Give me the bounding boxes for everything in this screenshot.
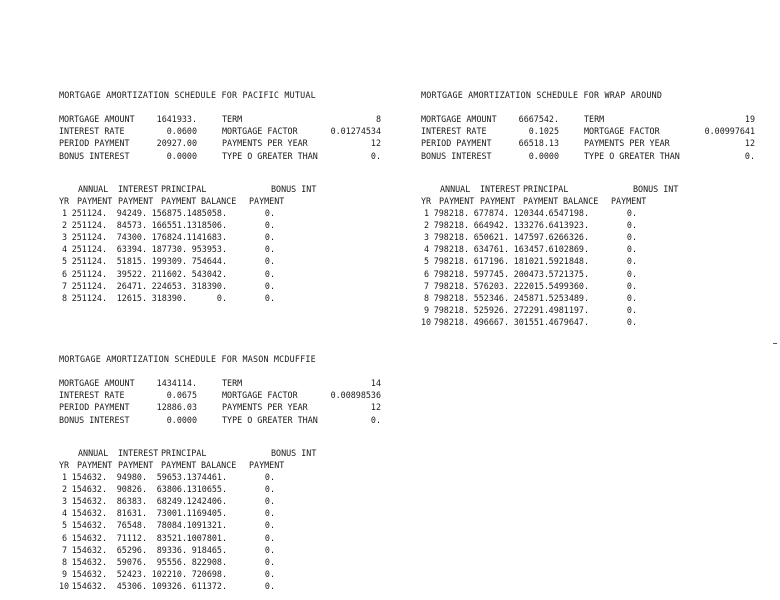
- table-cell: 154632.: [71, 544, 107, 555]
- table-cell: 3: [61, 232, 67, 243]
- table-cell: 0.: [264, 472, 275, 482]
- table-cell: 5: [61, 256, 67, 267]
- column-header: ANNUAL: [78, 184, 109, 194]
- table-cell: 0.: [264, 520, 275, 531]
- param-value: 20927.00: [156, 138, 197, 149]
- table-cell: 0.: [264, 232, 275, 243]
- param-value: 0.00898536: [330, 390, 381, 401]
- param-label: INTEREST RATE: [421, 126, 487, 137]
- table-cell: 109326.: [151, 580, 187, 591]
- table-cell: 26471.: [116, 280, 147, 291]
- param-label: PAYMENTS PER YEAR: [584, 138, 670, 149]
- table-cell: 720698.: [191, 568, 227, 579]
- table-cell: 0.: [264, 544, 275, 555]
- table-cell: 0.: [626, 232, 637, 243]
- table-cell: 318390.: [151, 292, 187, 303]
- param-value: 0.: [370, 414, 381, 425]
- table-cell: 133276.: [513, 220, 549, 231]
- table-cell: 10: [421, 316, 432, 327]
- table-cell: 0.: [264, 484, 275, 495]
- table-cell: 3: [423, 232, 429, 243]
- table-cell: 2: [423, 220, 429, 231]
- table-cell: 617196.: [473, 256, 509, 267]
- table-cell: 63394.: [116, 244, 147, 255]
- column-header: PAYMENT: [161, 460, 197, 470]
- table-cell: 1141683.: [186, 232, 227, 243]
- param-label: PERIOD PAYMENT: [59, 402, 130, 413]
- column-header: YR: [59, 196, 70, 206]
- table-cell: 200473.: [513, 268, 549, 279]
- table-cell: 798218.: [433, 304, 469, 315]
- param-label: MORTGAGE AMOUNT: [421, 114, 497, 124]
- table-cell: 94980.: [116, 472, 147, 482]
- table-cell: 272291.: [513, 304, 549, 315]
- table-cell: 39522.: [116, 268, 147, 279]
- column-header: PAYMENT: [77, 196, 113, 206]
- table-cell: 251124.: [71, 292, 107, 303]
- table-cell: 0.: [216, 292, 227, 303]
- param-label: INTEREST RATE: [59, 390, 125, 401]
- column-header: PAYMENT: [118, 196, 154, 206]
- margin-mark: [773, 343, 777, 344]
- table-cell: 1310655.: [186, 484, 227, 495]
- param-value: 12: [370, 138, 381, 149]
- table-cell: 63806.: [156, 484, 187, 495]
- table-cell: 664942.: [473, 220, 509, 231]
- param-value: 8: [375, 114, 381, 124]
- table-cell: 84573.: [116, 220, 147, 231]
- table-cell: 89336.: [156, 544, 187, 555]
- schedule-title: MORTGAGE AMORTIZATION SCHEDULE FOR WRAP AROUND: [421, 90, 663, 100]
- param-value: 12: [370, 402, 381, 413]
- table-cell: 6102869.: [548, 244, 589, 255]
- column-header: BONUS INT: [633, 184, 679, 194]
- column-header: PRINCIPAL: [161, 448, 207, 458]
- column-header: PRINCIPAL: [523, 184, 569, 194]
- table-cell: 78084.: [156, 520, 187, 531]
- table-cell: 6266326.: [548, 232, 589, 243]
- table-cell: 798218.: [433, 268, 469, 279]
- table-cell: 156875.: [151, 208, 187, 218]
- table-cell: 222015.: [513, 280, 549, 291]
- table-cell: 251124.: [71, 208, 107, 218]
- table-cell: 0.: [626, 304, 637, 315]
- table-cell: 154632.: [71, 520, 107, 531]
- table-cell: 7: [61, 544, 67, 555]
- param-value: 14: [370, 378, 381, 388]
- table-cell: 86383.: [116, 496, 147, 507]
- table-cell: 154632.: [71, 532, 107, 543]
- table-cell: 798218.: [433, 244, 469, 255]
- table-cell: 154632.: [71, 508, 107, 519]
- table-cell: 251124.: [71, 244, 107, 255]
- table-cell: 6547198.: [548, 208, 589, 218]
- table-cell: 6413923.: [548, 220, 589, 231]
- column-header: YR: [421, 196, 432, 206]
- table-cell: 181021.: [513, 256, 549, 267]
- table-cell: 6: [61, 268, 67, 279]
- param-label: BONUS INTEREST: [59, 414, 130, 425]
- table-cell: 1169405.: [186, 508, 227, 519]
- table-cell: 0.: [626, 208, 637, 218]
- table-cell: 6: [423, 268, 429, 279]
- param-label: MORTGAGE AMOUNT: [59, 114, 135, 124]
- table-cell: 154632.: [71, 556, 107, 567]
- table-cell: 0.: [264, 244, 275, 255]
- column-header: PAYMENT: [249, 460, 285, 470]
- param-value: 0.: [744, 150, 755, 161]
- table-cell: 1091321.: [186, 520, 227, 531]
- param-value: 0.0675: [166, 390, 197, 401]
- table-cell: 59076.: [116, 556, 147, 567]
- param-value: 0.00997641: [704, 126, 755, 137]
- table-cell: 754644.: [191, 256, 227, 267]
- column-header: BALANCE: [563, 196, 599, 206]
- table-cell: 5721375.: [548, 268, 589, 279]
- table-cell: 918465.: [191, 544, 227, 555]
- table-cell: 3: [61, 496, 67, 507]
- table-cell: 0.: [264, 256, 275, 267]
- table-cell: 154632.: [71, 496, 107, 507]
- column-header: PAYMENT: [611, 196, 647, 206]
- column-header: BONUS INT: [271, 184, 317, 194]
- table-cell: 74300.: [116, 232, 147, 243]
- table-cell: 798218.: [433, 292, 469, 303]
- table-cell: 0.: [264, 220, 275, 231]
- table-cell: 12615.: [116, 292, 147, 303]
- table-cell: 798218.: [433, 256, 469, 267]
- table-cell: 0.: [264, 580, 275, 591]
- param-label: MORTGAGE FACTOR: [222, 390, 298, 401]
- schedule-title: MORTGAGE AMORTIZATION SCHEDULE FOR PACIFIC MUTUAL: [59, 90, 316, 100]
- param-label: TERM: [222, 114, 243, 124]
- table-cell: 251124.: [71, 232, 107, 243]
- table-cell: 0.: [626, 256, 637, 267]
- table-cell: 301551.: [513, 316, 549, 327]
- table-cell: 822908.: [191, 556, 227, 567]
- column-header: PAYMENT: [439, 196, 475, 206]
- table-cell: 83521.: [156, 532, 187, 543]
- table-cell: 120344.: [513, 208, 549, 218]
- table-cell: 1374461.: [186, 472, 227, 482]
- param-value: 0.01274534: [330, 126, 381, 137]
- table-cell: 5: [423, 256, 429, 267]
- table-cell: 611372.: [191, 580, 227, 591]
- column-header: INTEREST: [118, 184, 159, 194]
- table-cell: 199309.: [151, 256, 187, 267]
- param-value: 12: [744, 138, 755, 149]
- table-cell: 8: [61, 292, 67, 303]
- table-cell: 798218.: [433, 208, 469, 218]
- table-cell: 154632.: [71, 568, 107, 579]
- param-label: BONUS INTEREST: [59, 150, 130, 161]
- table-cell: 597745.: [473, 268, 509, 279]
- param-value: 1434114.: [156, 378, 197, 388]
- column-header: PRINCIPAL: [161, 184, 207, 194]
- table-cell: 6: [61, 532, 67, 543]
- param-value: 19: [744, 114, 755, 124]
- column-header: BALANCE: [201, 460, 237, 470]
- column-header: PAYMENT: [523, 196, 559, 206]
- table-cell: 2: [61, 484, 67, 495]
- column-header: BONUS INT: [271, 448, 317, 458]
- param-label: TYPE O GREATER THAN: [222, 414, 318, 425]
- table-cell: 68249.: [156, 496, 187, 507]
- table-cell: 0.: [264, 280, 275, 291]
- param-label: PERIOD PAYMENT: [421, 138, 492, 149]
- table-cell: 4: [61, 508, 67, 519]
- schedule-title: MORTGAGE AMORTIZATION SCHEDULE FOR MASON MCDUFFIE: [59, 354, 316, 364]
- column-header: ANNUAL: [440, 184, 471, 194]
- param-value: 0.0000: [166, 150, 197, 161]
- column-header: PAYMENT: [480, 196, 516, 206]
- table-cell: 1: [423, 208, 429, 218]
- column-header: PAYMENT: [118, 460, 154, 470]
- table-cell: 163457.: [513, 244, 549, 255]
- column-header: ANNUAL: [78, 448, 109, 458]
- table-cell: 953953.: [191, 244, 227, 255]
- column-header: BALANCE: [201, 196, 237, 206]
- table-cell: 0.: [264, 532, 275, 543]
- table-cell: 4: [61, 244, 67, 255]
- table-cell: 154632.: [71, 484, 107, 495]
- table-cell: 0.: [626, 316, 637, 327]
- table-cell: 0.: [264, 268, 275, 279]
- table-cell: 798218.: [433, 280, 469, 291]
- table-cell: 0.: [264, 496, 275, 507]
- table-cell: 0.: [264, 292, 275, 303]
- param-value: 12886.03: [156, 402, 197, 413]
- table-cell: 7: [61, 280, 67, 291]
- table-cell: 576203.: [473, 280, 509, 291]
- param-value: 0.1025: [528, 126, 559, 137]
- table-cell: 102210.: [151, 568, 187, 579]
- table-cell: 0.: [626, 280, 637, 291]
- table-cell: 251124.: [71, 280, 107, 291]
- table-cell: 0.: [626, 292, 637, 303]
- param-label: BONUS INTEREST: [421, 150, 492, 161]
- table-cell: 1: [61, 472, 67, 482]
- table-cell: 147597.: [513, 232, 549, 243]
- table-cell: 5253489.: [548, 292, 589, 303]
- table-cell: 798218.: [433, 232, 469, 243]
- param-value: 0.0600: [166, 126, 197, 137]
- table-cell: 0.: [264, 208, 275, 218]
- column-header: PAYMENT: [77, 460, 113, 470]
- table-cell: 245871.: [513, 292, 549, 303]
- table-cell: 71112.: [116, 532, 147, 543]
- table-cell: 496667.: [473, 316, 509, 327]
- param-label: TYPE O GREATER THAN: [584, 150, 680, 161]
- table-cell: 154632.: [71, 472, 107, 482]
- param-label: PAYMENTS PER YEAR: [222, 138, 308, 149]
- param-value: 6667542.: [518, 114, 559, 124]
- param-label: PAYMENTS PER YEAR: [222, 402, 308, 413]
- table-cell: 677874.: [473, 208, 509, 218]
- param-label: MORTGAGE AMOUNT: [59, 378, 135, 388]
- table-cell: 543042.: [191, 268, 227, 279]
- table-cell: 5: [61, 520, 67, 531]
- table-cell: 4: [423, 244, 429, 255]
- table-cell: 5921848.: [548, 256, 589, 267]
- param-value: 1641933.: [156, 114, 197, 124]
- table-cell: 0.: [264, 508, 275, 519]
- table-cell: 81631.: [116, 508, 147, 519]
- param-label: INTEREST RATE: [59, 126, 125, 137]
- table-cell: 318390.: [191, 280, 227, 291]
- table-cell: 0.: [626, 244, 637, 255]
- column-header: INTEREST: [118, 448, 159, 458]
- param-label: TERM: [584, 114, 605, 124]
- param-value: 66518.13: [518, 138, 559, 149]
- column-header: INTEREST: [480, 184, 521, 194]
- table-cell: 251124.: [71, 268, 107, 279]
- param-value: 0.0000: [528, 150, 559, 161]
- table-cell: 94249.: [116, 208, 147, 218]
- table-cell: 7: [423, 280, 429, 291]
- table-cell: 45306.: [116, 580, 147, 591]
- table-cell: 73001.: [156, 508, 187, 519]
- table-cell: 251124.: [71, 220, 107, 231]
- table-cell: 650621.: [473, 232, 509, 243]
- table-cell: 51815.: [116, 256, 147, 267]
- param-label: TYPE O GREATER THAN: [222, 150, 318, 161]
- table-cell: 798218.: [433, 220, 469, 231]
- table-cell: 1: [61, 208, 67, 218]
- table-cell: 224653.: [151, 280, 187, 291]
- column-header: YR: [59, 460, 70, 470]
- table-cell: 0.: [626, 220, 637, 231]
- param-value: 0.: [370, 150, 381, 161]
- param-label: MORTGAGE FACTOR: [222, 126, 298, 137]
- table-cell: 1318506.: [186, 220, 227, 231]
- param-label: MORTGAGE FACTOR: [584, 126, 660, 137]
- table-cell: 59653.: [156, 472, 187, 482]
- table-cell: 9: [423, 304, 429, 315]
- table-cell: 634761.: [473, 244, 509, 255]
- table-cell: 211602.: [151, 268, 187, 279]
- table-cell: 166551.: [151, 220, 187, 231]
- table-cell: 4679647.: [548, 316, 589, 327]
- table-cell: 52423.: [116, 568, 147, 579]
- table-cell: 0.: [264, 568, 275, 579]
- table-cell: 10: [59, 580, 70, 591]
- column-header: PAYMENT: [161, 196, 197, 206]
- table-cell: 187730.: [151, 244, 187, 255]
- table-cell: 5499360.: [548, 280, 589, 291]
- param-label: PERIOD PAYMENT: [59, 138, 130, 149]
- table-cell: 95556.: [156, 556, 187, 567]
- table-cell: 0.: [264, 556, 275, 567]
- table-cell: 525926.: [473, 304, 509, 315]
- table-cell: 154632.: [71, 580, 107, 591]
- param-label: TERM: [222, 378, 243, 388]
- table-cell: 9: [61, 568, 67, 579]
- table-cell: 251124.: [71, 256, 107, 267]
- table-cell: 0.: [626, 268, 637, 279]
- table-cell: 2: [61, 220, 67, 231]
- table-cell: 798218.: [433, 316, 469, 327]
- table-cell: 8: [61, 556, 67, 567]
- table-cell: 65296.: [116, 544, 147, 555]
- column-header: PAYMENT: [249, 196, 285, 206]
- table-cell: 4981197.: [548, 304, 589, 315]
- table-cell: 90826.: [116, 484, 147, 495]
- table-cell: 1242406.: [186, 496, 227, 507]
- table-cell: 8: [423, 292, 429, 303]
- table-cell: 176824.: [151, 232, 187, 243]
- table-cell: 76548.: [116, 520, 147, 531]
- table-cell: 1007801.: [186, 532, 227, 543]
- param-value: 0.0000: [166, 414, 197, 425]
- table-cell: 552346.: [473, 292, 509, 303]
- table-cell: 1485058.: [186, 208, 227, 218]
